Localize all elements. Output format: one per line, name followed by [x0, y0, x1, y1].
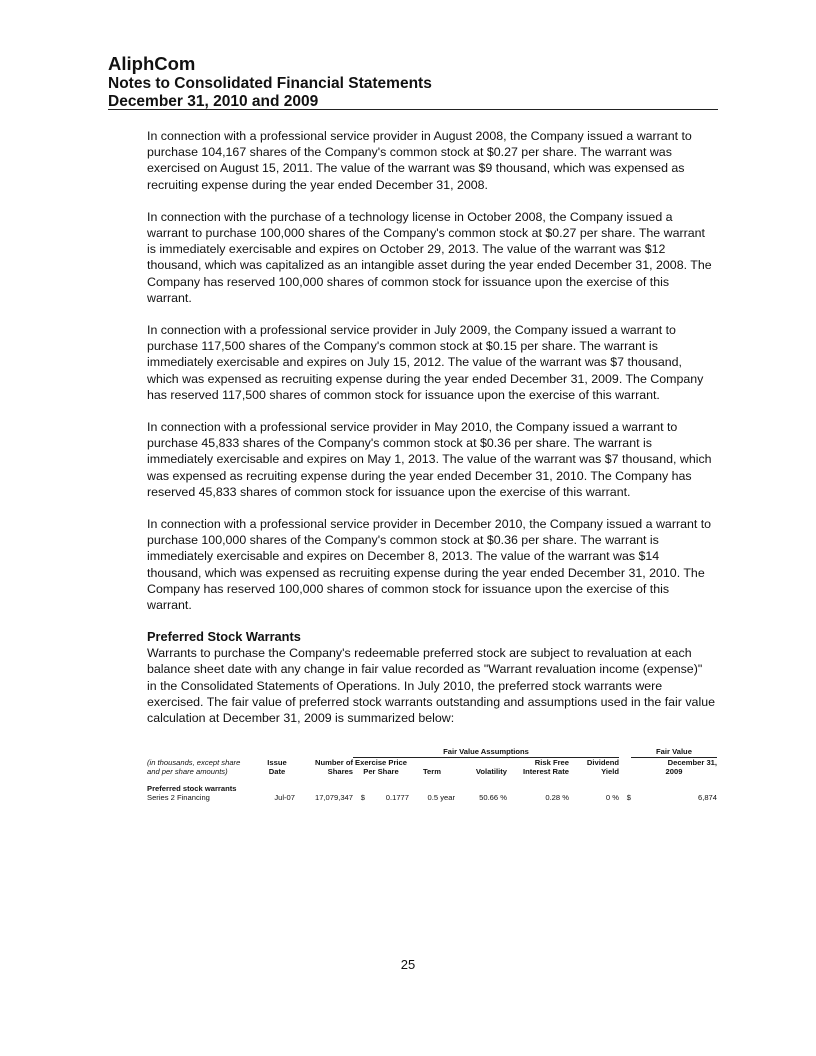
- col-issue-header: Issue: [267, 757, 287, 767]
- table-group-header-row: [147, 747, 717, 757]
- col-number-header: Number of: [315, 757, 353, 767]
- col-number-header-2: Shares: [327, 767, 353, 776]
- cell-volatility: 50.66 %: [479, 793, 507, 802]
- cell-term: 0.5 year: [427, 793, 455, 802]
- cell-fair-value: 6,874: [697, 793, 717, 802]
- group-fair-value: Fair Value: [631, 747, 717, 757]
- group-fair-value-assumptions: Fair Value Assumptions: [353, 747, 619, 757]
- paragraph-warrant-jul-2009: In connection with a professional service provider in July 2009, the Company issued a warrant to purchase 117,500 shares of the Company's common stock at $0.15 per share. The warrant is immediately exercisable and expires on July 15, 2012. The value of the warrant was $7 thousand, which was expensed as recruiting expense during the year ended December 31, 2009. The Company has reserved 117,500 shares of common stock for issuance upon the exercise of this warrant.: [147, 323, 704, 402]
- col-dividend-header: Dividend: [586, 757, 619, 767]
- header-divider: [108, 109, 718, 110]
- paragraph-warrant-dec-2010: In connection with a professional service provider in December 2010, the Company issued a warrant to purchase 100,000 shares of the Company's common stock at $0.36 per share. The warrant is immediately exercisable and expires on December 8, 2013. The value of the warrant was $14 thousand, which was expensed as recruiting expense during the year ended December 31, 2010. The Company has reserved 100,000 shares of common stock for issuance upon the exercise of this warrant.: [147, 517, 712, 613]
- cell-risk-free-rate: 0.28 %: [545, 793, 569, 802]
- table-section-row: [147, 784, 717, 794]
- table-note-line2: and per share amounts): [147, 767, 228, 776]
- table-note-line1: (in thousands, except share: [147, 757, 241, 767]
- company-name: AliphCom: [108, 53, 196, 74]
- col-volatility-header: Volatility: [475, 767, 507, 776]
- document-header: [108, 53, 718, 111]
- table-section-label: Preferred stock warrants: [147, 783, 237, 793]
- cell-dividend-yield: 0 %: [605, 793, 619, 802]
- fair-value-table: [147, 747, 717, 803]
- paragraph-warrant-may-2010: In connection with a professional service provider in May 2010, the Company issued a warrant to purchase 45,833 shares of the Company's common stock at $0.36 per share. The warrant is immediately exercisable and expires on May 1, 2013. The value of the warrant was $7 thousand, which was expensed as recruiting expense during the year ended December 31, 2010. The Company has reserved 45,833 shares of common stock for issuance upon the exercise of this warrant.: [147, 420, 712, 499]
- cell-issue-date: Jul-07: [274, 793, 295, 802]
- paragraph-warrant-oct-2008: In connection with the purchase of a technology license in October 2008, the Company issued a warrant to purchase 100,000 shares of the Company's common stock at $0.27 per share. The warrant is immediately exercisable and expires on October 29, 2013. The value of the warrant was $12 thousand, which was capitalized as an intangible asset during the year ended December 31, 2008. The Company has reserved 100,000 shares of common stock for issuance upon the exercise of this warrant.: [147, 209, 712, 305]
- row-label: Series 2 Financing: [147, 793, 210, 802]
- table-header-row-2: [147, 767, 717, 777]
- col-term-header: Term: [422, 767, 441, 776]
- cell-exercise-price: 0.1777: [385, 793, 409, 802]
- page-number: 25: [400, 957, 416, 972]
- notes-body: [147, 128, 715, 742]
- col-riskfree-header: Risk Free: [534, 757, 569, 767]
- paragraph-warrant-aug-2008: In connection with a professional service provider in August 2008, the Company issued a warrant to purchase 104,167 shares of the Company's common stock at $0.27 per share. The warrant was exercised on August 15, 2011. The value of the warrant was $9 thousand, which was expensed as recruiting expense during the year ended December 31, 2008.: [147, 129, 692, 192]
- section-heading-preferred-warrants: Preferred Stock Warrants: [147, 629, 301, 645]
- paragraph-preferred-warrants: Warrants to purchase the Company's redeemable preferred stock are subject to revaluation at each balance sheet date with any change in fair value recorded as "Warrant revaluation income (expense)" in the Consolidated Statements of Operations. In July 2010, the preferred stock warrants were exercised. The fair value of preferred stock warrants outstanding and assumptions used in the fair value calculation at December 31, 2009 is summarized below:: [147, 646, 715, 726]
- cell-currency-symbol: $: [360, 793, 365, 802]
- cell-currency-symbol-2: $: [626, 793, 631, 802]
- col-issue-header-2: Date: [268, 767, 286, 776]
- table-row: [147, 793, 717, 803]
- col-exercise-header: Exercise Price: [355, 757, 407, 767]
- col-fair-value-header-2: 2009: [665, 767, 683, 776]
- col-exercise-header-2: Per Share: [363, 767, 399, 776]
- document-period: December 31, 2010 and 2009: [108, 93, 319, 110]
- table-header-row-1: [147, 757, 717, 767]
- col-dividend-header-2: Yield: [601, 767, 619, 776]
- cell-shares: 17,079,347: [314, 793, 353, 802]
- col-fair-value-header: December 31,: [667, 757, 717, 767]
- document-title: Notes to Consolidated Financial Statements: [108, 75, 432, 92]
- col-riskfree-header-2: Interest Rate: [522, 767, 569, 776]
